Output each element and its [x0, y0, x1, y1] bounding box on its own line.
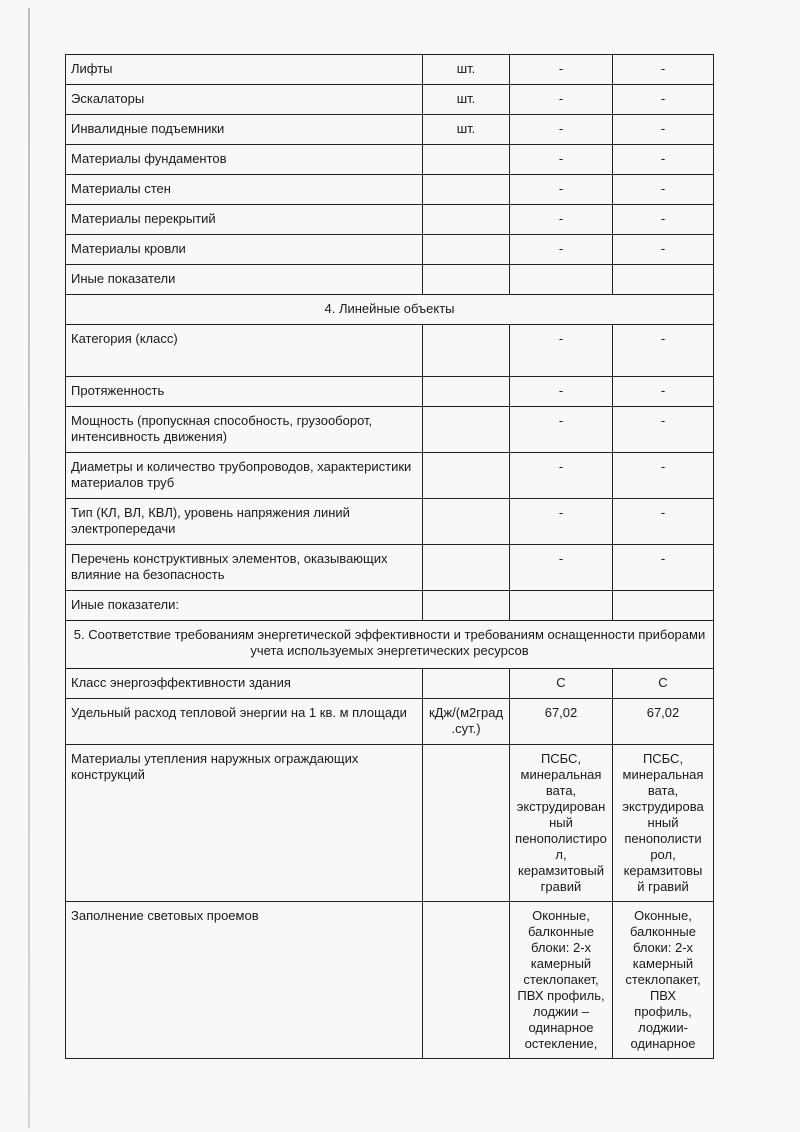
section-heading-row — [66, 295, 714, 325]
row-value-2: - — [613, 175, 714, 205]
row-value-1: - — [510, 145, 613, 175]
row-unit: кДж/(м2град .сут.) — [423, 699, 510, 745]
row-value-1 — [510, 265, 613, 295]
row-name: Материалы кровли — [66, 235, 423, 265]
table-row — [66, 499, 714, 545]
row-value-1: С — [510, 669, 613, 699]
row-value-1: - — [510, 235, 613, 265]
row-value-2: С — [613, 669, 714, 699]
row-unit — [423, 453, 510, 499]
row-value-1: - — [510, 545, 613, 591]
table-row — [66, 377, 714, 407]
row-unit: шт. — [423, 115, 510, 145]
row-unit: шт. — [423, 55, 510, 85]
row-value-2 — [613, 265, 714, 295]
row-value-1: - — [510, 499, 613, 545]
table-row — [66, 591, 714, 621]
row-value-1: - — [510, 325, 613, 377]
row-value-1: ПСБС, минеральная вата, экструдирован ный пенополистиро л, керамзитовый гравий — [510, 745, 613, 902]
table-row — [66, 325, 714, 377]
row-value-2: - — [613, 377, 714, 407]
row-name: Категория (класс) — [66, 325, 423, 377]
row-name: Материалы фундаментов — [66, 145, 423, 175]
row-value-1: - — [510, 175, 613, 205]
row-value-2: - — [613, 115, 714, 145]
table-row — [66, 115, 714, 145]
row-unit — [423, 407, 510, 453]
row-unit — [423, 499, 510, 545]
table-row — [66, 85, 714, 115]
row-unit — [423, 235, 510, 265]
row-value-2: Оконные, балконные блоки: 2-х камерный стеклопакет, ПВХ профиль, лоджии- одинарное — [613, 902, 714, 1059]
row-value-1: - — [510, 115, 613, 145]
row-value-2: - — [613, 407, 714, 453]
table-row — [66, 205, 714, 235]
row-value-2: - — [613, 205, 714, 235]
table-row — [66, 745, 714, 902]
row-value-1: - — [510, 55, 613, 85]
scan-binding-edge — [28, 8, 30, 1128]
row-name: Диаметры и количество трубопроводов, характеристики материалов труб — [66, 453, 423, 499]
row-value-2: - — [613, 235, 714, 265]
row-unit — [423, 377, 510, 407]
row-unit — [423, 325, 510, 377]
table-row — [66, 175, 714, 205]
section-heading-row — [66, 621, 714, 669]
row-name: Мощность (пропускная способность, грузооборот, интенсивность движения) — [66, 407, 423, 453]
row-value-1: - — [510, 85, 613, 115]
row-name: Материалы перекрытий — [66, 205, 423, 235]
row-value-2: - — [613, 545, 714, 591]
row-unit — [423, 669, 510, 699]
row-unit — [423, 205, 510, 235]
table-row — [66, 407, 714, 453]
row-value-2: - — [613, 85, 714, 115]
row-unit — [423, 145, 510, 175]
section-4-title: 4. Линейные объекты — [66, 295, 714, 325]
row-name: Эскалаторы — [66, 85, 423, 115]
row-value-2: - — [613, 453, 714, 499]
row-name: Материалы утепления наружных ограждающих конструкций — [66, 745, 423, 902]
row-value-2: - — [613, 145, 714, 175]
row-value-1: 67,02 — [510, 699, 613, 745]
row-value-1: Оконные, балконные блоки: 2-х камерный стеклопакет, ПВХ профиль, лоджии – одинарное остекление, — [510, 902, 613, 1059]
row-value-1: - — [510, 453, 613, 499]
row-value-1: - — [510, 407, 613, 453]
row-name: Материалы стен — [66, 175, 423, 205]
row-name: Иные показатели: — [66, 591, 423, 621]
row-name: Перечень конструктивных элементов, оказывающих влияние на безопасность — [66, 545, 423, 591]
row-value-2: ПСБС, минеральная вата, экструдирова нный пенополисти рол, керамзитовы й гравий — [613, 745, 714, 902]
characteristics-table — [65, 54, 714, 1059]
table-row — [66, 699, 714, 745]
table-row — [66, 669, 714, 699]
table-row — [66, 265, 714, 295]
row-value-1: - — [510, 205, 613, 235]
table-row — [66, 145, 714, 175]
row-name: Лифты — [66, 55, 423, 85]
row-name: Заполнение световых проемов — [66, 902, 423, 1059]
row-unit: шт. — [423, 85, 510, 115]
row-unit — [423, 175, 510, 205]
row-value-2 — [613, 591, 714, 621]
row-name: Протяженность — [66, 377, 423, 407]
row-name: Класс энергоэффективности здания — [66, 669, 423, 699]
row-value-1 — [510, 591, 613, 621]
table-row — [66, 235, 714, 265]
table-row — [66, 902, 714, 1059]
row-name: Тип (КЛ, ВЛ, КВЛ), уровень напряжения линий электропередачи — [66, 499, 423, 545]
row-value-2: - — [613, 325, 714, 377]
row-name: Инвалидные подъемники — [66, 115, 423, 145]
row-value-2: - — [613, 55, 714, 85]
row-name: Иные показатели — [66, 265, 423, 295]
table-row — [66, 545, 714, 591]
row-unit — [423, 902, 510, 1059]
section-5-title: 5. Соответствие требованиям энергетической эффективности и требованиям оснащенности приборами учета используемых энергетических ресурсов — [66, 621, 714, 669]
row-unit — [423, 545, 510, 591]
row-unit — [423, 265, 510, 295]
row-value-2: 67,02 — [613, 699, 714, 745]
row-name: Удельный расход тепловой энергии на 1 кв. м площади — [66, 699, 423, 745]
table-row — [66, 453, 714, 499]
row-value-2: - — [613, 499, 714, 545]
row-unit — [423, 745, 510, 902]
table-row — [66, 55, 714, 85]
row-value-1: - — [510, 377, 613, 407]
row-unit — [423, 591, 510, 621]
